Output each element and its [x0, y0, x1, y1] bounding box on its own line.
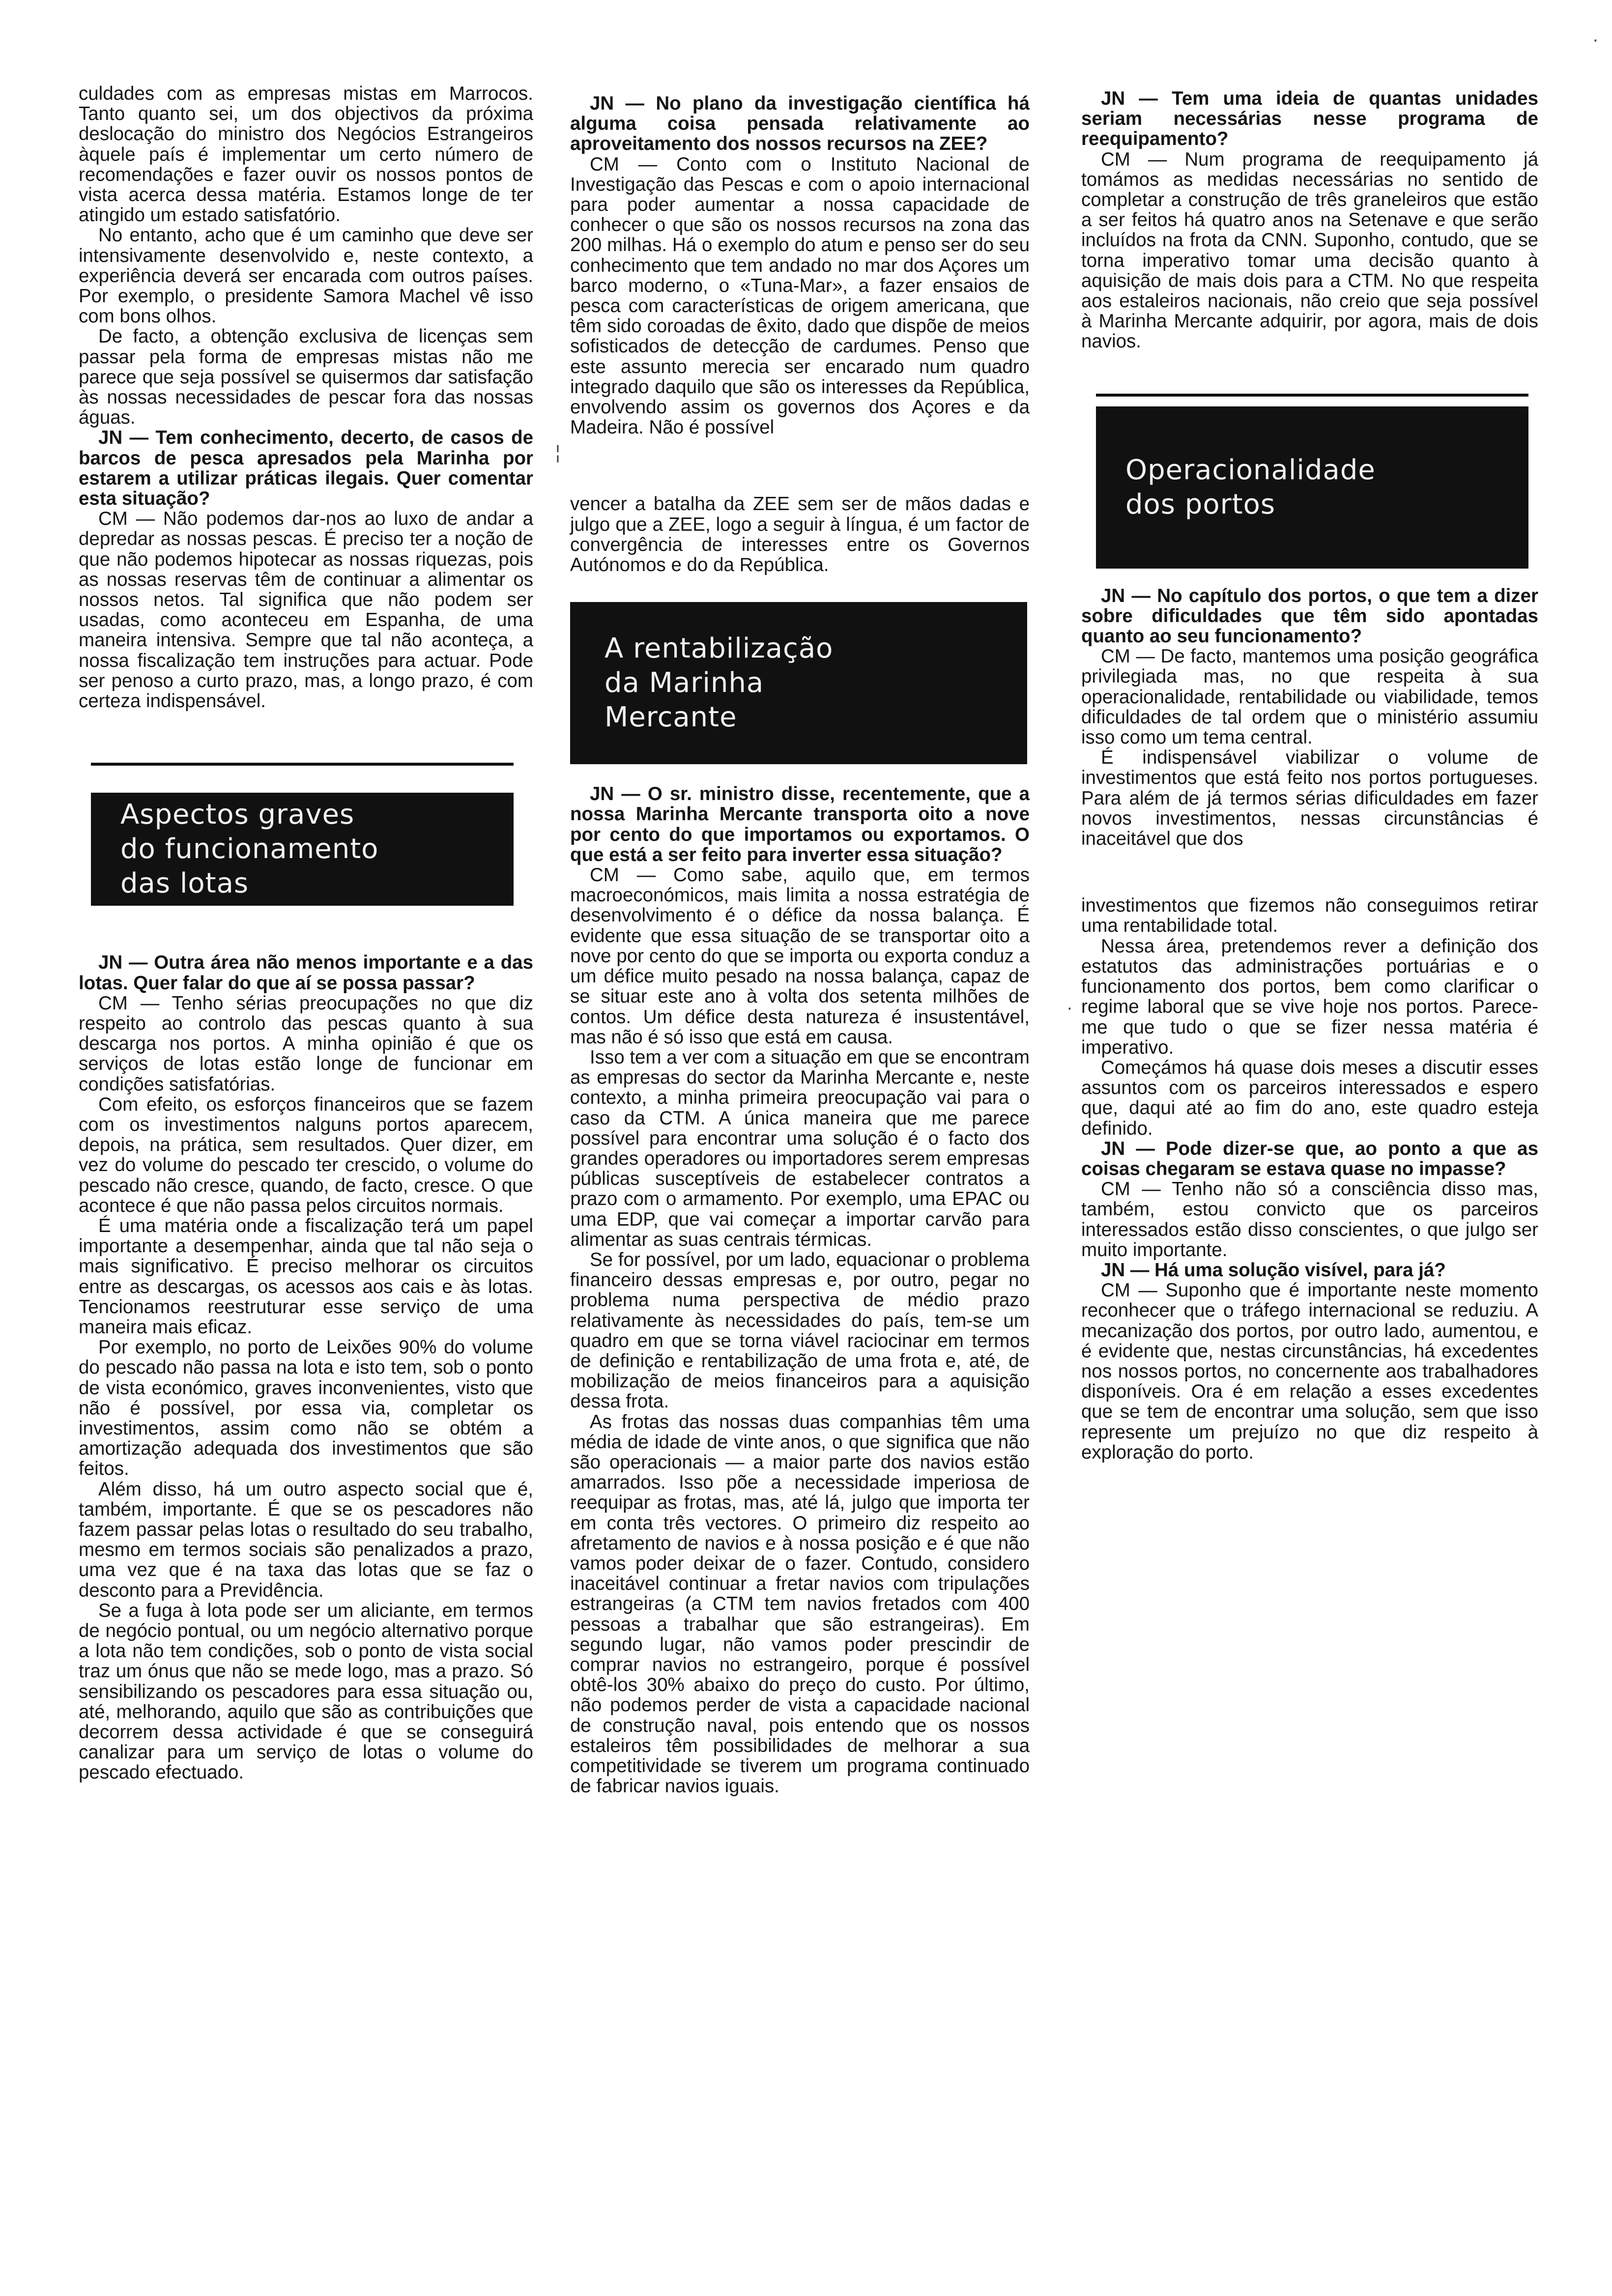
- paragraph: CM — Suponho que é importante neste momento reconhecer que o tráfego internacional se reduziu. A mecanização dos portos, por outro lado, aumentou, e é evidente que, nestas circunstâncias, há excedentes nos nossos portos, no concernente aos trabalhadores disponíveis. Ora é em relação a esses excedentes que se tem de encontrar uma solução, sem que isso represente um prejuízo no que diz respeito à exploração do porto.: [1081, 1280, 1538, 1463]
- question-text: JN — Tem uma ideia de quantas unidades seriam necessárias nesse programa de reequipamento?: [1081, 88, 1538, 150]
- paragraph: CM — Como sabe, aquilo que, em termos macroeconómicos, mais limita a nossa estratégia de desenvolvimento é o défice da nossa balança. É evidente que essa situação de se transportar oito a nove por cento do que se importa ou exporta conduz a um défice muito pesado na nossa balança, capaz de se situar este ano à volta dos setenta milhões de contos. Um défice desta natureza é insustentável, mas não é só isso que está em causa.: [570, 864, 1030, 1048]
- paragraph: Nessa área, pretendemos rever a definição dos estatutos das administrações portuárias e o funcionamento dos portos, bem como clarificar o regime laboral que se vive hoje nos portos. Parece-me que tudo o que se fizer nessa matéria é imperativo.: [1081, 935, 1538, 1058]
- paragraph: É indispensável viabilizar o volume de investimentos que está feito nos portos portugueses. Para além de já termos sérias dificuldades em fazer novos investimentos, nessas circunstâncias é inaceitável que dos: [1081, 747, 1538, 850]
- section-heading-marinha: [570, 602, 1027, 764]
- paragraph: CM — Não podemos dar-nos ao luxo de andar a depredar as nossas pescas. É preciso ter a noção de que não podemos hipotecar as nossas riquezas, pois as nossas reservas têm de continuar a alimentar os nossos netos. Tal significa que não podem ser usadas, como aconteceu em Espanha, de uma maneira intensiva. Sempre que tal não aconteça, a nossa fiscalização tem instruções para actuar. Pode ser penoso a curto prazo, mas, a longo prazo, é com certeza indispensável.: [79, 508, 533, 712]
- column-3: [1081, 88, 1538, 1463]
- paragraph: CM — Conto com o Instituto Nacional de Investigação das Pescas e com o apoio internacional para poder aumentar a nossa capacidade de conhecer o que são os nossos recursos na zona das 200 milhas. Há o exemplo do atum e penso ser do seu conhecimento que tem andado no mar dos Açores um barco moderno, o «Tuna-Mar», a fazer ensaios de pesca com características de origem americana, que têm sido coroadas de êxito, dado que dispõe de meios sofisticados de detecção de cardumes. Penso que este assunto merecia ser encarado num quadro integrado daquilo que são os interesses da República, envolvendo assim os governos dos Açores e da Madeira. Não é possível: [570, 153, 1030, 438]
- paragraph: As frotas das nossas duas companhias têm uma média de idade de vinte anos, o que significa que não são operacionais — a maior parte dos navios estão amarrados. Isso põe a necessidade imperiosa de reequipar as frotas, mas, até lá, julgo que importa ter em conta três vectores. O primeiro diz respeito ao afretamento de navios e à nossa posição e é que não vamos poder deixar de o fazer. Contudo, considero inaceitável continuar a fretar navios com tripulações estrangeiras (a CTM tem navios fretados com 400 pessoas a trabalhar que são estrangeiras). Em segundo lugar, não vamos poder prescindir de comprar navios no estrangeiro, porque é possível obtê-los 30% abaixo do preço do custo. Por último, não podemos perder de vista a capacidade nacional de construção naval, pois entendo que os nossos estaleiros têm possibilidades de melhorar a sua competitividade se tiverem um programa continuado de fabricar navios iguais.: [570, 1411, 1030, 1797]
- question-paragraph: [570, 93, 1030, 154]
- question-paragraph: [1081, 1139, 1538, 1179]
- heading-line: Mercante: [604, 701, 737, 734]
- question-paragraph: [570, 784, 1030, 865]
- heading-line: da Marinha: [604, 667, 764, 699]
- scan-speck: ·: [1066, 998, 1073, 1018]
- section-rule: [91, 763, 514, 766]
- question-paragraph: [79, 428, 533, 509]
- heading-line: das lotas: [120, 867, 249, 900]
- scan-speck: ·: [1592, 29, 1599, 50]
- heading-line: Operacionalidade: [1125, 454, 1376, 486]
- paragraph: CM — Num programa de reequipamento já tomámos as medidas necessárias no sentido de completar a construção de três graneleiros que estão a ser feitos há quatro anos na Setenave e que serão incluídos na frota da CNN. Suponho, contudo, que se torna imperativo tomar uma decisão quanto à aquisição de mais dois para a CTM. No que respeita aos estaleiros nacionais, não creio que seja possível à Marinha Mercante adquirir, por agora, mais de dois navios.: [1081, 148, 1538, 352]
- paragraph: vencer a batalha da ZEE sem ser de mãos dadas e julgo que a ZEE, logo a seguir à língua, é um factor de convergência de interesses entre os Governos Autónomos e do da República.: [570, 493, 1030, 576]
- paragraph: investimentos que fizemos não conseguimos retirar uma rentabilidade total.: [1081, 895, 1538, 937]
- heading-line: A rentabilização: [604, 632, 834, 665]
- paragraph: CM — Tenho não só a consciência disso mas, também, estou convicto que os parceiros interessados estão disso conscientes, o que julgo ser muito importante.: [1081, 1178, 1538, 1261]
- section-heading-portos: [1096, 406, 1528, 569]
- question-text: JN — Há uma solução visível, para já?: [1101, 1259, 1446, 1281]
- section-rule: [1096, 394, 1528, 397]
- paragraph: culdades com as empresas mistas em Marrocos. Tanto quanto sei, um dos objectivos da próxima deslocação do ministro dos Negócios Estrangeiros àquele país é implementar um certo número de recomendações e fazer ouvir os nossos pontos de vista acerca dessa matéria. Estamos longe de ter atingido um estado satisfatório.: [79, 83, 533, 226]
- column-2: [570, 93, 1030, 1796]
- paragraph: Com efeito, os esforços financeiros que se fazem com os investimentos nalguns portos aparecem, depois, na prática, sem resultados. Quer dizer, em vez do volume do pescado ter crescido, o volume do pescado não cresce, quando, de facto, cresce. O que acontece é que não passa pelos circuitos normais.: [79, 1093, 533, 1216]
- paragraph: CM — De facto, mantemos uma posição geográfica privilegiada mas, no que respeita à sua operacionalidade, rentabilidade ou viabilidade, temos dificuldades de tal ordem que o ministério assumiu isso como um tema central.: [1081, 646, 1538, 748]
- question-paragraph: [1081, 1260, 1538, 1280]
- paragraph: Isso tem a ver com a situação em que se encontram as empresas do sector da Marinha Mercante e, neste contexto, a minha primeira preocupação vai para o caso da CTM. A única maneira que me parece possível para encontrar uma solução é o facto dos grandes operadores ou importadores serem empresas públicas susceptíveis de estabelecer contratos a prazo com o armamento. Por exemplo, uma EPAC ou uma EDP, que vai começar a importar carvão para alimentar as suas centrais térmicas.: [570, 1046, 1030, 1250]
- paragraph: De facto, a obtenção exclusiva de licenças sem passar pela forma de empresas mistas não me parece que seja possível se quisermos dar satisfação às nossas necessidades de pescar fora das nossas águas.: [79, 326, 533, 429]
- paragraph: Se for possível, por um lado, equacionar o problema financeiro dessas empresas e, por outro, pegar no problema numa perspectiva de médio prazo relativamente às necessidades do país, tem-se um quadro em que se torna viável raciocinar em termos de definição e rentabilização de uma frota e, até, de mobilização de meios financeiros para a aquisição dessa frota.: [570, 1249, 1030, 1412]
- section-heading-lotas: [91, 793, 514, 906]
- question-paragraph: [79, 952, 533, 993]
- paragraph: Começámos há quase dois meses a discutir esses assuntos com os parceiros interessados e espero que, daqui até ao fim do ano, este quadro esteja definido.: [1081, 1057, 1538, 1139]
- paragraph: Além disso, há um outro aspecto social que é, também, importante. É que se os pescadores não fazem passar pelas lotas o resultado do seu trabalho, mesmo em termos sociais são penalizados a prazo, uma vez que é na taxa das lotas que se faz o desconto para a Previdência.: [79, 1478, 533, 1601]
- question-text: JN — Tem conhecimento, decerto, de casos de barcos de pesca apresados pela Marinha por estarem a utilizar práticas ilegais. Quer comentar esta situação?: [79, 427, 533, 510]
- paragraph: Por exemplo, no porto de Leixões 90% do volume do pescado não passa na lota e isto tem, sob o ponto de vista económico, graves inconvenientes, visto que não é possível, por essa via, completar os investimentos, assim como não se obtém a amortização adequada dos investimentos que são feitos.: [79, 1337, 533, 1480]
- paragraph: CM — Tenho sérias preocupações no que diz respeito ao controlo das pescas quanto à sua descarga nos portos. A minha opinião é que os serviços de lotas estão longe de funcionar em condições satisfatórias.: [79, 992, 533, 1095]
- scan-speck: ¦: [555, 442, 560, 463]
- question-text: JN — No plano da investigação científica há alguma coisa pensada relativamente ao aproveitamento dos nossos recursos na ZEE?: [570, 93, 1030, 155]
- question-paragraph: [1081, 88, 1538, 149]
- paragraph: No entanto, acho que é um caminho que deve ser intensivamente desenvolvido e, neste contexto, a experiência deverá ser encarada com outros países. Por exemplo, o presidente Samora Machel vê isso com bons olhos.: [79, 225, 533, 327]
- heading-line: do funcionamento: [120, 833, 379, 865]
- heading-line: dos portos: [1125, 488, 1276, 520]
- question-text: JN — O sr. ministro disse, recentemente, que a nossa Marinha Mercante transporta oito a nove por cento do que importamos ou exportamos. O que está a ser feito para inverter essa situação?: [570, 783, 1030, 865]
- question-text: JN — Pode dizer-se que, ao ponto a que as coisas chegaram se estava quase no impasse?: [1081, 1138, 1538, 1179]
- question-text: JN — No capítulo dos portos, o que tem a dizer sobre dificuldades que têm sido apontadas quanto ao seu funcionamento?: [1081, 585, 1538, 647]
- paragraph: Se a fuga à lota pode ser um aliciante, em termos de negócio pontual, ou um negócio alternativo porque a lota não tem condições, sob o ponto de vista social traz um ónus que não se mede logo, mas a prazo. Só sensibilizando os pescadores para essa situação ou, até, melhorando, aquilo que são as contribuições que decorrem dessa actividade é que se conseguirá canalizar para um serviço de lotas o volume do pescado efectuado.: [79, 1600, 533, 1783]
- column-1: [79, 84, 533, 1783]
- heading-line: Aspectos graves: [120, 799, 355, 831]
- question-text: JN — Outra área não menos importante e a das lotas. Quer falar do que aí se possa passar?: [79, 952, 533, 994]
- question-paragraph: [1081, 586, 1538, 647]
- paragraph: É uma matéria onde a fiscalização terá um papel importante a desempenhar, ainda que tal não seja o mais significativo. É preciso melhorar os circuitos entre as descargas, os acessos aos cais e às lotas. Tencionamos reestruturar esse serviço de uma maneira mais eficaz.: [79, 1215, 533, 1338]
